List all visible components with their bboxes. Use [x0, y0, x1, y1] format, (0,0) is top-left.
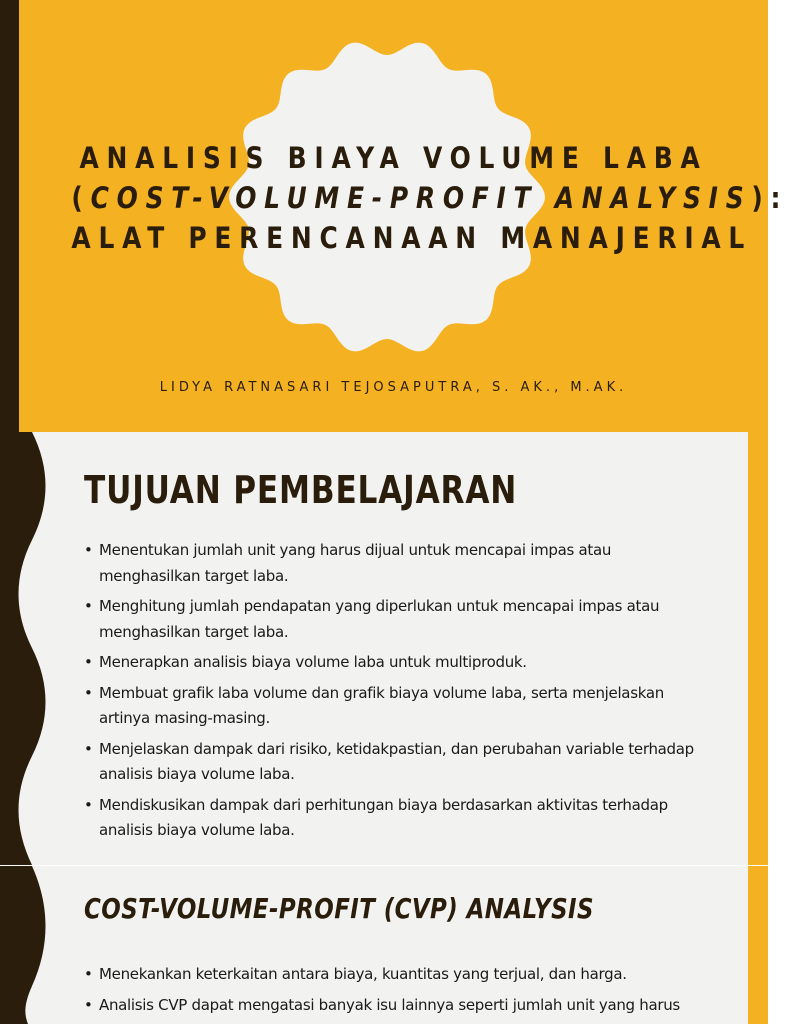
list-item-text: Menentukan jumlah unit yang harus dijual untuk mencapai impas atau menghasilkan target laba. — [99, 541, 612, 585]
bullet-dot: • — [84, 795, 93, 814]
title-line-1: ANALISIS BIAYA VOLUME LABA — [79, 141, 708, 175]
objectives-slide — [0, 432, 768, 865]
list-item — [84, 737, 714, 788]
bullet-dot: • — [84, 541, 93, 559]
list-item-text: Menekankan keterkaitan antara biaya, kuantitas yang terjual, dan harga. — [99, 965, 627, 983]
list-item — [84, 594, 714, 645]
list-item — [84, 650, 714, 676]
list-item — [84, 538, 714, 589]
right-accent-strip — [748, 432, 768, 865]
list-item — [84, 962, 714, 988]
title-close-paren: ): — [751, 181, 788, 215]
bullet-dot: • — [84, 739, 93, 758]
bullet-dot: • — [84, 965, 93, 983]
cvp-slide — [0, 866, 768, 1024]
left-dark-strip — [0, 0, 19, 432]
list-item — [84, 681, 714, 732]
title-open-paren: ( — [71, 181, 91, 215]
left-wave-decoration — [0, 866, 48, 1024]
bullet-dot: • — [84, 597, 93, 615]
list-item-text: Membuat grafik laba volume dan grafik biaya volume laba, serta menjelaskan artinya masing-masing. — [99, 683, 664, 727]
list-item-text: Menerapkan analisis biaya volume laba untuk multiproduk. — [99, 653, 527, 671]
slide-title — [19, 138, 788, 258]
objectives-list — [84, 538, 714, 849]
list-item — [84, 993, 714, 1019]
bullet-dot: • — [84, 683, 93, 702]
author-name: LIDYA RATNASARI TEJOSAPUTRA, S. AK., M.AK. — [159, 380, 628, 395]
slide-heading: COST-VOLUME-PROFIT (CVP) ANALYSIS — [84, 892, 594, 925]
list-item-text: Menghitung jumlah pendapatan yang diperlukan untuk mencapai impas atau menghasilkan target laba. — [99, 597, 660, 641]
cvp-list — [84, 962, 714, 1023]
list-item — [84, 793, 714, 844]
title-line-3: ALAT PERENCANAAN MANAJERIAL — [71, 221, 753, 255]
title-italic-term: COST-VOLUME-PROFIT ANALYSIS — [90, 181, 752, 215]
list-item-text: Menjelaskan dampak dari risiko, ketidakpastian, dan perubahan variable terhadap analisis biaya volume laba. — [99, 739, 694, 783]
title-slide — [0, 0, 788, 432]
bullet-dot: • — [84, 653, 93, 671]
slide-heading: TUJUAN PEMBELAJARAN — [84, 468, 518, 512]
title-line-2 — [71, 178, 788, 218]
bullet-dot: • — [84, 995, 93, 1014]
right-accent-strip — [748, 866, 768, 1024]
list-item-text: Mendiskusikan dampak dari perhitungan biaya berdasarkan aktivitas terhadap analisis biaya volume laba. — [99, 795, 668, 839]
left-wave-decoration — [0, 432, 48, 865]
list-item-text: Analisis CVP dapat mengatasi banyak isu lainnya seperti jumlah unit yang harus — [99, 995, 680, 1014]
